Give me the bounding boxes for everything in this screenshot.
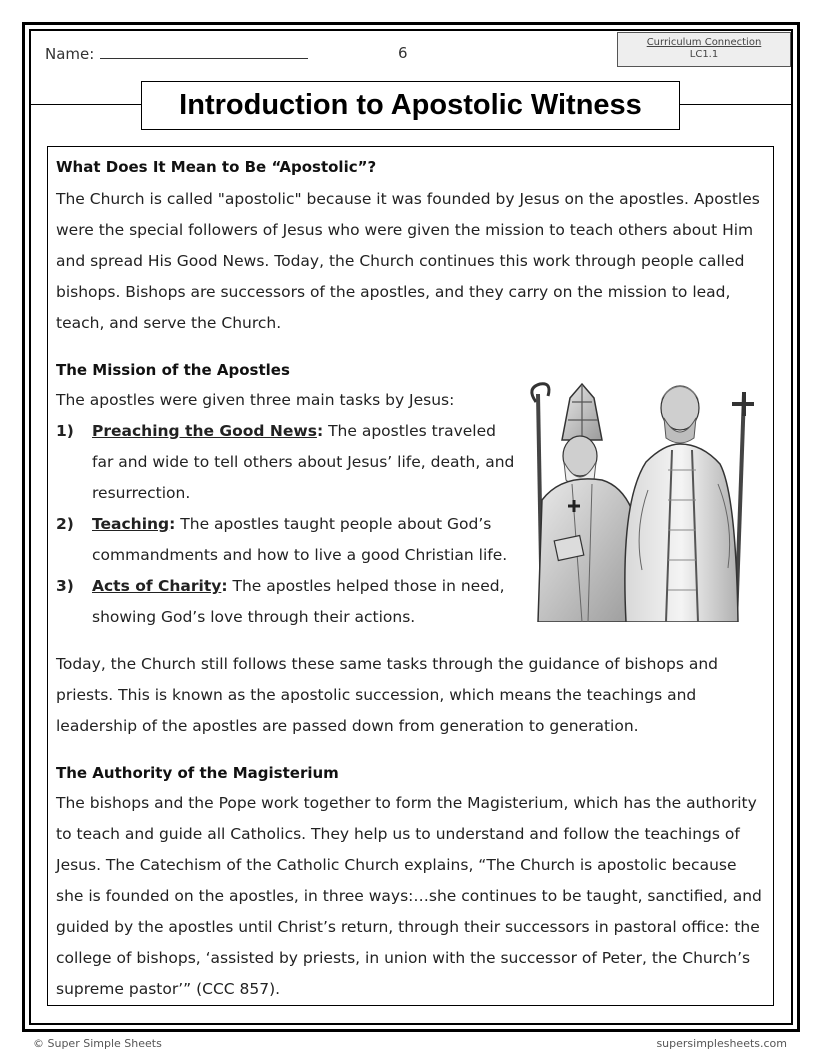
list-number: 1) (56, 422, 74, 440)
name-field[interactable] (45, 44, 308, 63)
section-heading-apostolic: What Does It Mean to Be “Apostolic”? (56, 158, 377, 176)
task-term: Acts of Charity (92, 577, 222, 595)
list-number: 3) (56, 577, 74, 595)
name-label: Name: (45, 45, 95, 63)
footer-website: supersimplesheets.com (656, 1037, 787, 1050)
magisterium-paragraph: The bishops and the Pope work together to form the Magisterium, which has the authority to teach and guide all Catholics. They help us to understand and follow the teachings of Jesus. The Catechism of the Catholic Church explains, “The Church is apostolic because she is founded on the apostles, in three ways:…she continues to be taught, sanctified, and guided by the apostles until Christ’s return, through their successors in pastoral office: the college of bishops, ‘assisted by priests, in union with the successor of Peter, the Church’s supreme pastor’” (CCC 857). (56, 794, 762, 998)
curriculum-connection-box (617, 32, 791, 67)
list-item: 1) Preaching the Good News: The apostles traveled far and wide to tell others about Jesus’ life, death, and resurrection. (56, 416, 516, 509)
section-heading-mission: The Mission of the Apostles (56, 361, 290, 379)
curriculum-title: Curriculum Connection (646, 37, 762, 48)
apostles-illustration (522, 380, 754, 622)
footer-copyright: © Super Simple Sheets (33, 1037, 162, 1050)
task-list (56, 416, 516, 633)
task-term: Teaching (92, 515, 170, 533)
list-item: 3) Acts of Charity: The apostles helped those in need, showing God’s love through their actions. (56, 571, 516, 633)
mission-closing-paragraph: Today, the Church still follows these same tasks through the guidance of bishops and priests. This is known as the apostolic succession, which means the teachings and leadership of the apostles are passed down from generation to generation. (56, 655, 718, 735)
task-text: The apostles helped those in need, showing God’s love through their actions. (92, 577, 505, 626)
task-text: The apostles traveled far and wide to tell others about Jesus’ life, death, and resurrection. (92, 422, 515, 502)
mission-intro: The apostles were given three main tasks by Jesus: (56, 391, 455, 409)
list-item: 2) Teaching: The apostles taught people about God’s commandments and how to live a good Christian life. (56, 509, 516, 571)
curriculum-code: LC1.1 (689, 49, 719, 60)
list-number: 2) (56, 515, 74, 533)
name-blank-line[interactable] (100, 44, 308, 59)
page-number: 6 (398, 44, 408, 62)
apostolic-paragraph: The Church is called "apostolic" because it was founded by Jesus on the apostles. Apostles were the special followers of Jesus who were given the mission to teach others about Him and spread His Good News. Today, the Church continues this work through people called bishops. Bishops are successors of the apostles, and they carry on the mission to lead, teach, and serve the Church. (56, 190, 760, 332)
section-heading-magisterium: The Authority of the Magisterium (56, 764, 339, 782)
task-text: The apostles taught people about God’s commandments and how to live a good Christian life. (92, 515, 508, 564)
page-title: Introduction to Apostolic Witness (141, 81, 680, 130)
task-term: Preaching the Good News (92, 422, 317, 440)
